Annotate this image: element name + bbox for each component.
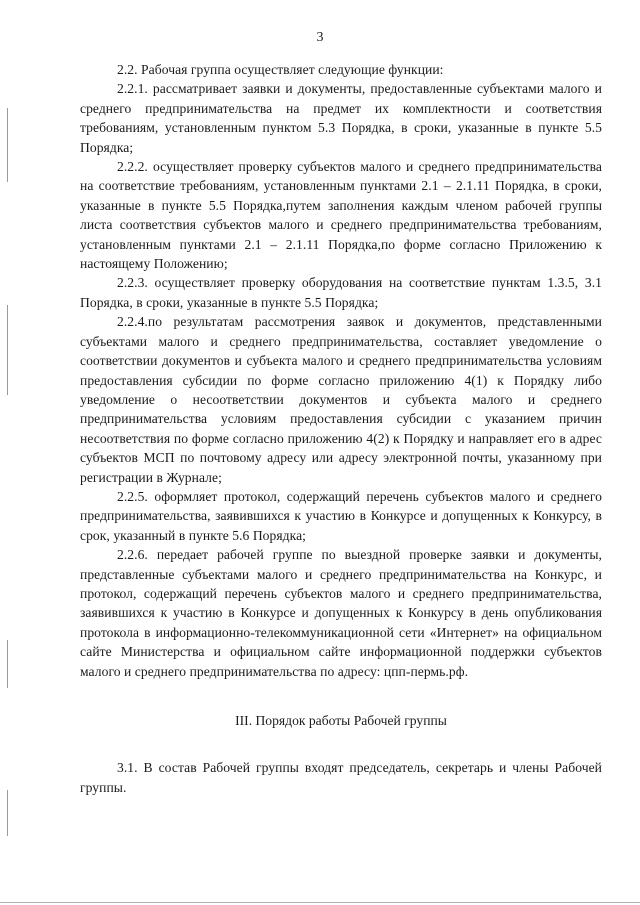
scan-edge-mark xyxy=(7,108,8,182)
scan-edge-mark xyxy=(7,640,8,688)
paragraph-2-2-5: 2.2.5. оформляет протокол, содержащий перечень субъектов малого и среднего предпринимательства, заявившихся к участию в Конкурсе и допущенных к Конкурсу, в срок, указанный в пункте 5.6 Порядка; xyxy=(80,488,602,543)
paragraph-2-2-2: 2.2.2. осуществляет проверку субъектов малого и среднего предпринимательства на соответствие требованиям, установленным пунктами 2.1 – 2.1.11 Порядка, в сроки, указанные в пункте 5.5 Порядка,путем заполнения каждым членом рабочей группы листа соответствия субъектов малого и среднего предпринимательства требованиям, установленным пунктами 2.1 – 2.1.11 Порядка,по форме согласно Приложению к настоящему Положению; xyxy=(80,159,602,272)
page-number: 3 xyxy=(316,30,324,45)
paragraph-2-2-6: 2.2.6. передает рабочей группе по выездной проверке заявки и документы, представленные субъектами малого и среднего предпринимательства на Конкурс, и протокол, содержащий перечень субъектов малого и среднего предпринимательства, заявившихся к участию в Конкурсе и допущенных к Конкурсу в день опубликования протокола в информационно-телекоммуникационной сети «Интернет» на официальном сайте Министерства и официальном сайте информационной поддержки субъектов малого и среднего предпринимательства по адресу: цпп-пермь.рф. xyxy=(80,547,602,679)
paragraph-2-2: 2.2. Рабочая группа осуществляет следующие функции: xyxy=(117,62,444,77)
section-heading: III. Порядок работы Рабочей группы xyxy=(235,713,447,728)
paragraph-2-2-1: 2.2.1. рассматривает заявки и документы, предоставленные субъектами малого и среднего предпринимательства на предмет их комплектности и соответствия требованиям, установленным пунктом 5.3 Порядка, в сроки, указанные в пункте 5.5 Порядка; xyxy=(80,81,602,155)
paragraph-3-1: 3.1. В состав Рабочей группы входят председатель, секретарь и члены Рабочей группы. xyxy=(80,760,602,795)
scan-edge-mark xyxy=(7,790,8,836)
document-body xyxy=(80,60,602,797)
scan-bottom-edge xyxy=(0,902,640,903)
paragraph-2-2-4: 2.2.4.по результатам рассмотрения заявок и документов, представленными субъектами малого и среднего предпринимательства, составляет уведомление о соответствии документов и субъекта малого и среднего предпринимательства условиям предоставления субсидии по форме согласно приложению 4(1) к Порядку либо уведомление о несоответствии документов и субъекта малого и среднего предпринимательства условиям предоставления субсидии с указанием причин несоответствия по форме согласно приложению 4(2) к Порядку и направляет его в адрес субъектов МСП по почтовому адресу или адресу электронной почты, указанному при регистрации в Журнале; xyxy=(80,314,602,485)
paragraph-2-2-3: 2.2.3. осуществляет проверку оборудования на соответствие пунктам 1.3.5, 3.1 Порядка, в сроки, указанные в пункте 5.5 Порядка; xyxy=(80,275,602,310)
scan-edge-mark xyxy=(7,305,8,395)
